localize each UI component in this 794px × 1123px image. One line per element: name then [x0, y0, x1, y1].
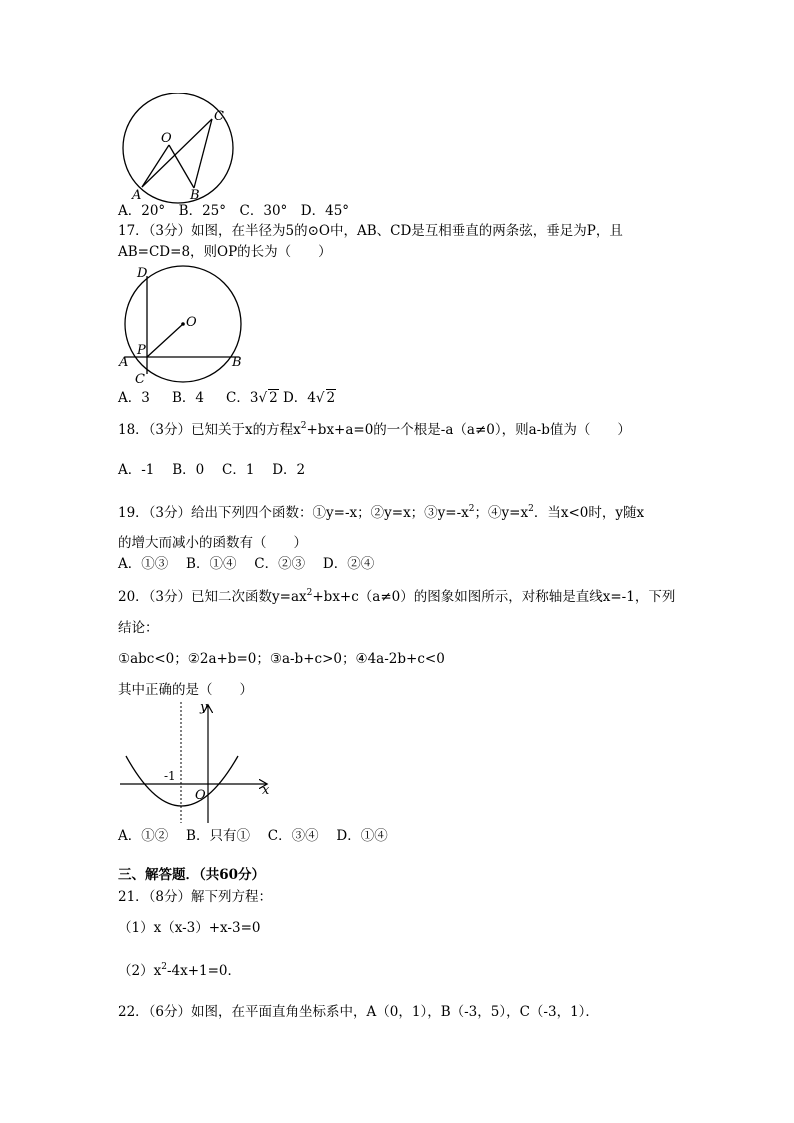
label-o: O [186, 315, 197, 330]
q18-options: A．-1 B．0 C．1 D．2 [118, 462, 306, 478]
q20-line3: ①abc<0；②2a+b=0；③a-b+c>0；④4a-2b+c<0 [118, 651, 445, 667]
q17-line1: 17．（3分）如图，在半径为5的⊙O中，AB、CD是互相垂直的两条弦，垂足为P，且 [118, 223, 623, 239]
label-d: D [137, 266, 148, 281]
label-p: P [137, 343, 146, 358]
q18-line1: 18．（3分）已知关于x的方程$x^2+bx+a=0$的一个根是-a（a≠0），则a-b值为（ ） [118, 421, 631, 438]
label-y: y [200, 700, 208, 715]
label-a: A [119, 355, 129, 370]
q17-line2: AB=CD=8，则OP的长为（ ） [118, 244, 332, 260]
q21-part2: $(2)x^2-4x+1=0$． [118, 962, 242, 979]
label-b: B [190, 188, 200, 203]
q19-line2: 的增大而减小的函数有（ ） [118, 535, 307, 551]
q20-line1: 20．（3分）已知二次函数$y=ax^2+bx+c(a\ne 0)$的图象如图所示，对称轴是直线x=-1，下列 [118, 588, 676, 605]
q19-options: A．①③ B．①④ C．②③ D．②④ [118, 556, 375, 572]
figure-q17-circle [116, 262, 250, 386]
q22-line1: 22．（6分）如图，在平面直角坐标系中，A（0，1），B（-3，5），C（-3，1）． [118, 1004, 599, 1020]
q20-line2: 结论： [118, 620, 159, 636]
q17-option-b: B．4 [171, 390, 204, 406]
figure-q16-circle [116, 93, 246, 205]
label-x: x [262, 783, 270, 798]
section-3-title: 三、解答题．（共60分） [118, 867, 266, 883]
label-o: O [161, 131, 172, 146]
figure-q20-parabola [116, 698, 276, 828]
q17-option-d: D．4√ 2 [282, 390, 336, 406]
q17-options [118, 389, 336, 407]
label-c: C [214, 109, 224, 124]
label-a: A [132, 188, 142, 203]
q19-line1: 19．（3分）给出下列四个函数：①y=-x；②y=x；$③y=-x^2$；$④y=x^2$．当x<0时，y随x [118, 504, 645, 521]
q17-option-a: A．3 [118, 390, 150, 406]
label-c: C [135, 372, 145, 386]
label-b: B [232, 355, 242, 370]
q16-options: A．20° B．25° C．30° D．45° [118, 203, 350, 219]
label-o: O [195, 788, 206, 803]
q21-line1: 21．（8分）解下列方程： [118, 889, 273, 905]
q17-option-c: C．3√ 2 [226, 390, 278, 406]
q21-part1: （1）x（x-3）+x-3=0 [118, 920, 261, 936]
q20-line4: 其中正确的是（ ） [118, 682, 253, 698]
q20-options: A．①② B．只有① C．③④ D．①④ [118, 828, 388, 844]
label-neg1: -1 [164, 769, 176, 783]
